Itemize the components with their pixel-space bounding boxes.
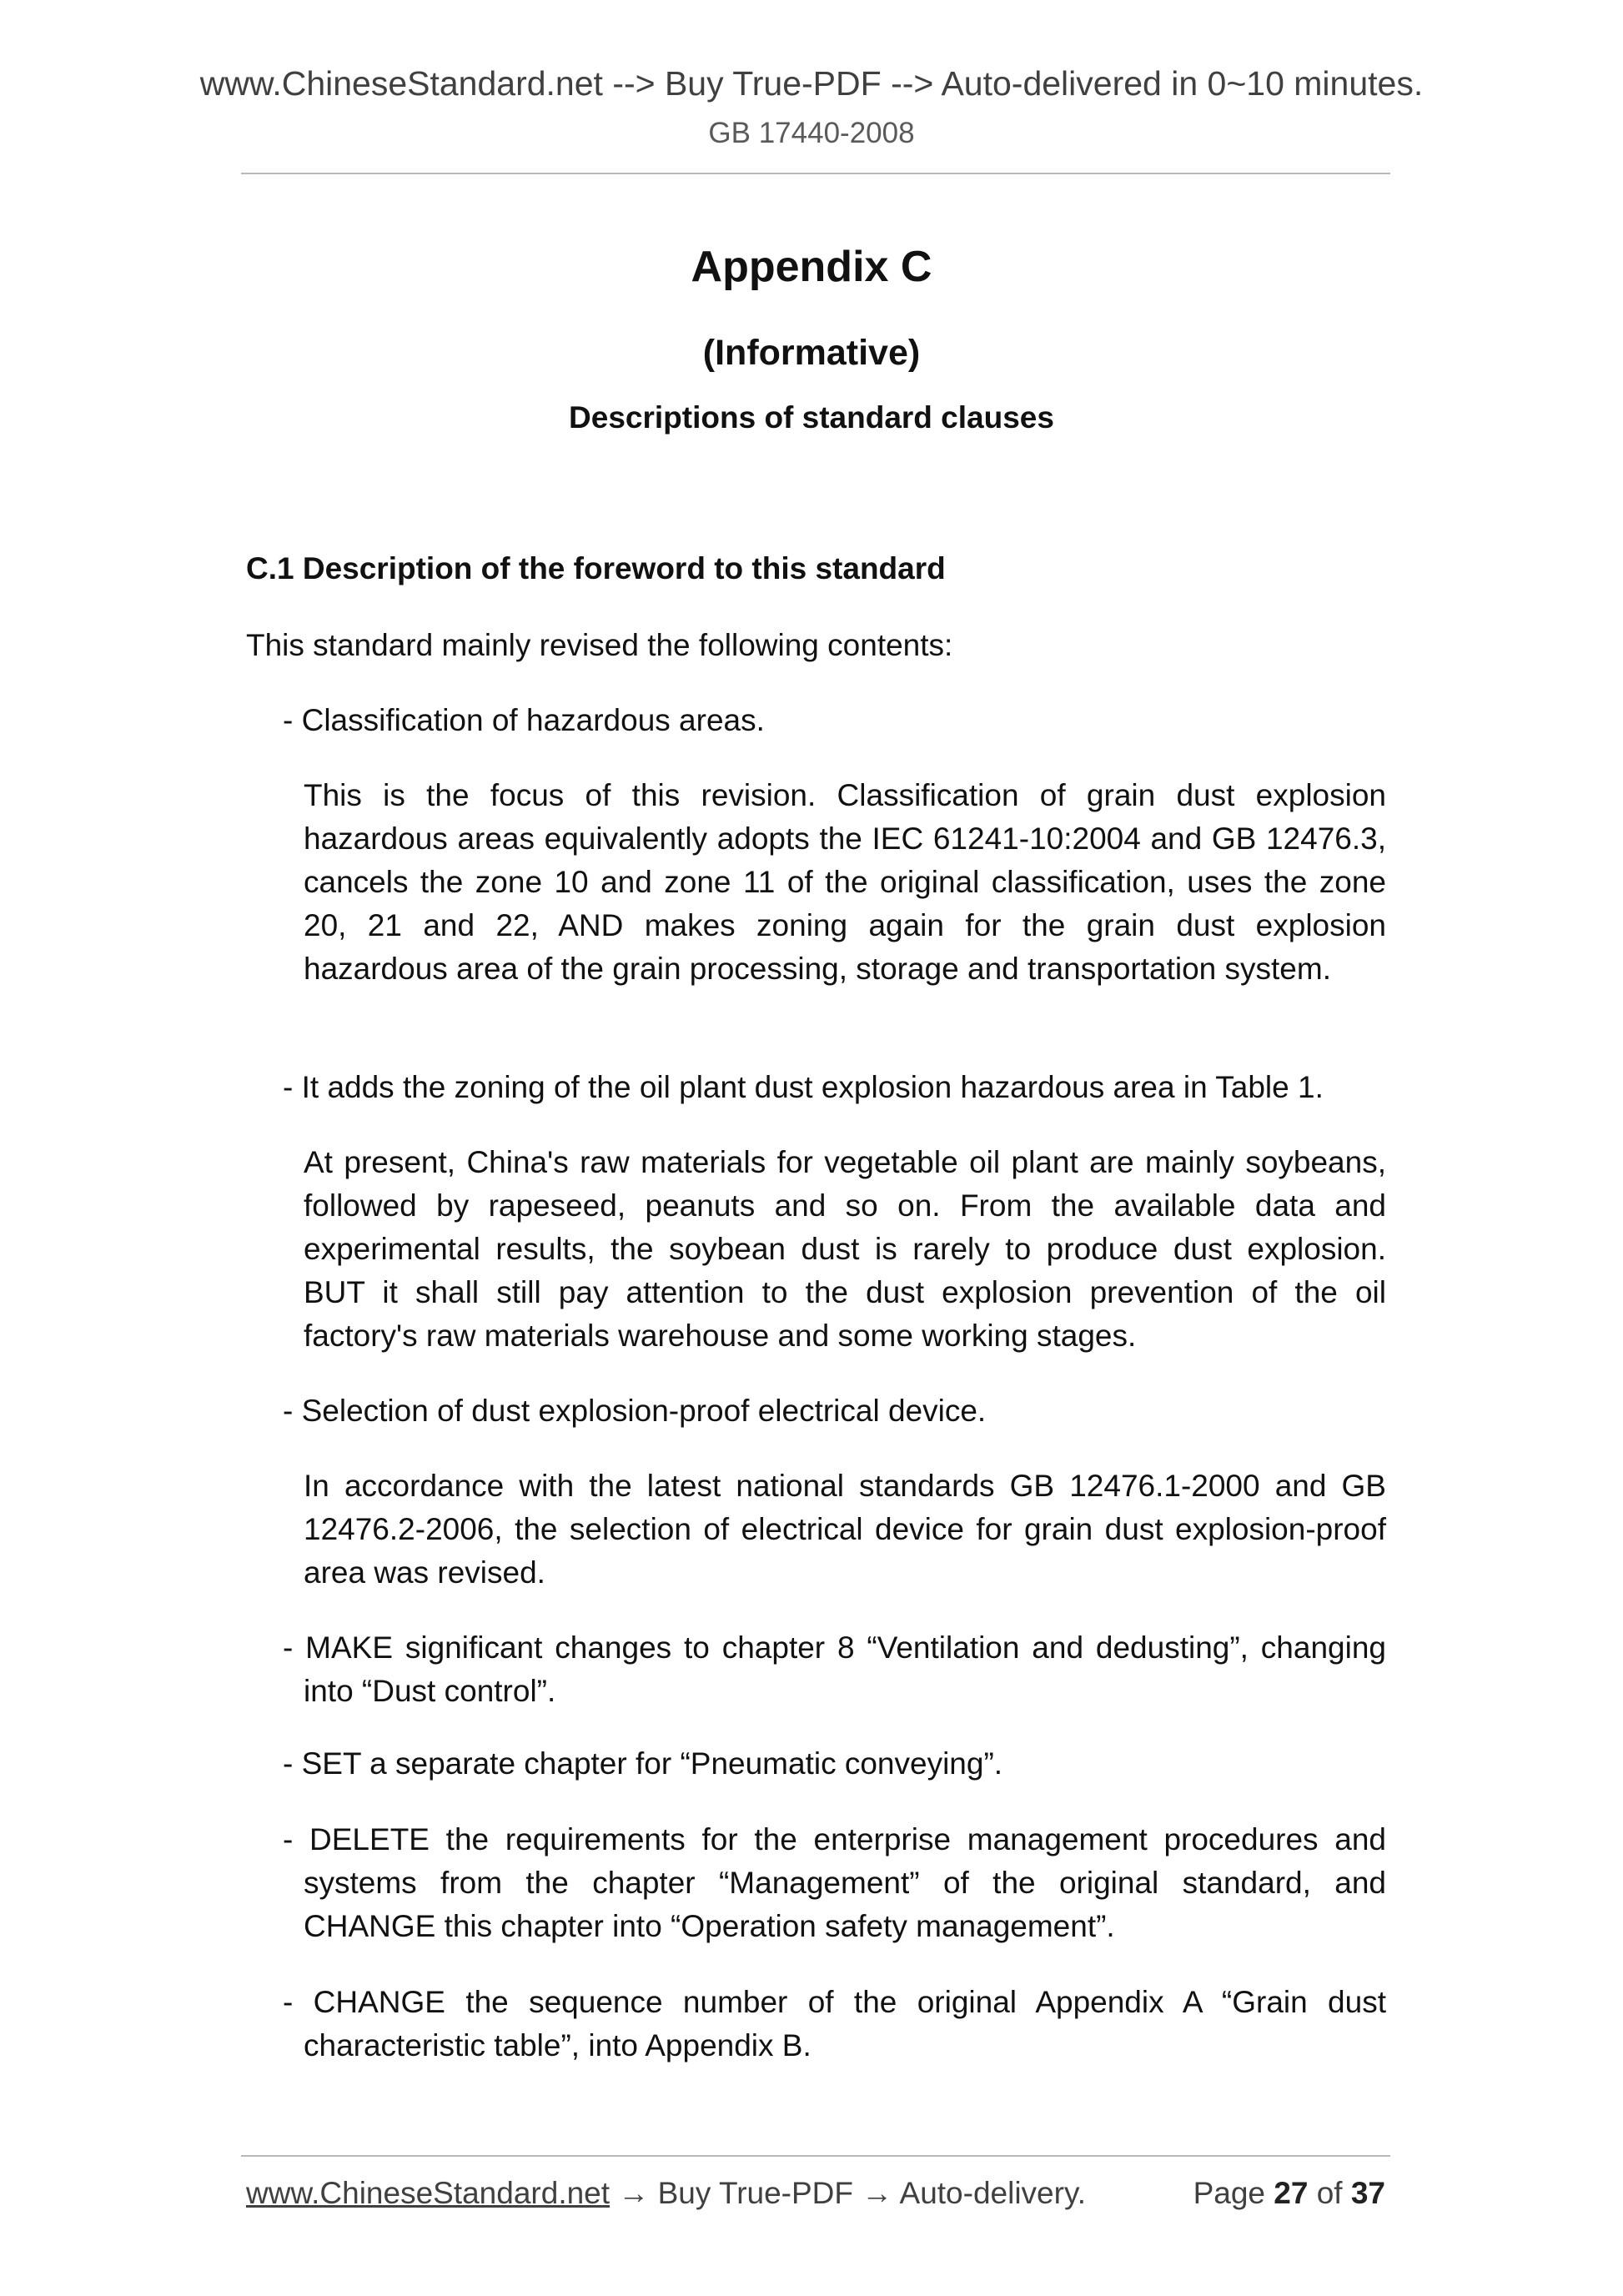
list-item: - CHANGE the sequence number of the original Appendix A “Grain dust characteristic table”, into Appendix B. xyxy=(283,1985,1386,2062)
list-item-detail: In accordance with the latest national standards GB 12476.1-2000 and GB 12476.2-2006, the selection of electrical device for grain dust explosion-proof area was revised. xyxy=(304,1469,1386,1590)
appendix-title: Appendix C xyxy=(691,243,932,291)
page-of-label: of xyxy=(1308,2176,1351,2210)
list-item: - MAKE significant changes to chapter 8 “Ventilation and dedusting”, changing into “Dust control”. xyxy=(283,1630,1386,1708)
list-item: - Classification of hazardous areas. xyxy=(283,703,765,737)
footer-divider xyxy=(241,2155,1390,2157)
current-page-number: 27 xyxy=(1274,2176,1309,2210)
header-standard-number: GB 17440-2008 xyxy=(708,117,915,149)
section-heading: C.1 Description of the foreword to this standard xyxy=(246,551,946,585)
footer-tagline: → Buy True-PDF → Auto-delivery. xyxy=(610,2176,1086,2210)
page-indicator xyxy=(1193,2175,1385,2212)
appendix-type: (Informative) xyxy=(702,333,921,373)
appendix-description: Descriptions of standard clauses xyxy=(569,400,1054,435)
list-item: - Selection of dust explosion-proof electrical device. xyxy=(283,1394,987,1428)
list-item-detail: This is the focus of this revision. Classification of grain dust explosion hazardous areas equivalently adopts the IEC 61241-10:2004 and GB 12476.3, cancels the zone 10 and zone 11 of the original classification, uses the zone 20, 21 and 22, AND makes zoning again for the grain dust explosion hazardous area of the grain processing, storage and transportation system. xyxy=(304,778,1386,986)
list-item: - It adds the zoning of the oil plant dust explosion hazardous area in Table 1. xyxy=(283,1070,1324,1104)
list-item-detail: At present, China's raw materials for vegetable oil plant are mainly soybeans, followed by rapeseed, peanuts and so on. From the available data and experimental results, the soybean dust is rarely to produce dust explosion. BUT it shall still pay attention to the dust explosion prevention of the oil factory's raw materials warehouse and some working stages. xyxy=(304,1145,1386,1353)
header-banner: www.ChineseStandard.net --> Buy True-PDF --> Auto-delivered in 0~10 minutes. xyxy=(199,64,1424,103)
footer-left xyxy=(246,2175,1086,2212)
footer-website-link[interactable]: www.ChineseStandard.net xyxy=(246,2176,611,2210)
header-divider xyxy=(241,173,1390,174)
page-label: Page xyxy=(1193,2176,1274,2210)
total-page-count: 37 xyxy=(1350,2176,1385,2210)
section-intro: This standard mainly revised the following contents: xyxy=(246,628,953,662)
list-item: - SET a separate chapter for “Pneumatic conveying”. xyxy=(283,1746,1003,1781)
list-item: - DELETE the requirements for the enterprise management procedures and systems from the chapter “Management” of the original standard, and CHANGE this chapter into “Operation safety management”. xyxy=(283,1822,1386,1943)
